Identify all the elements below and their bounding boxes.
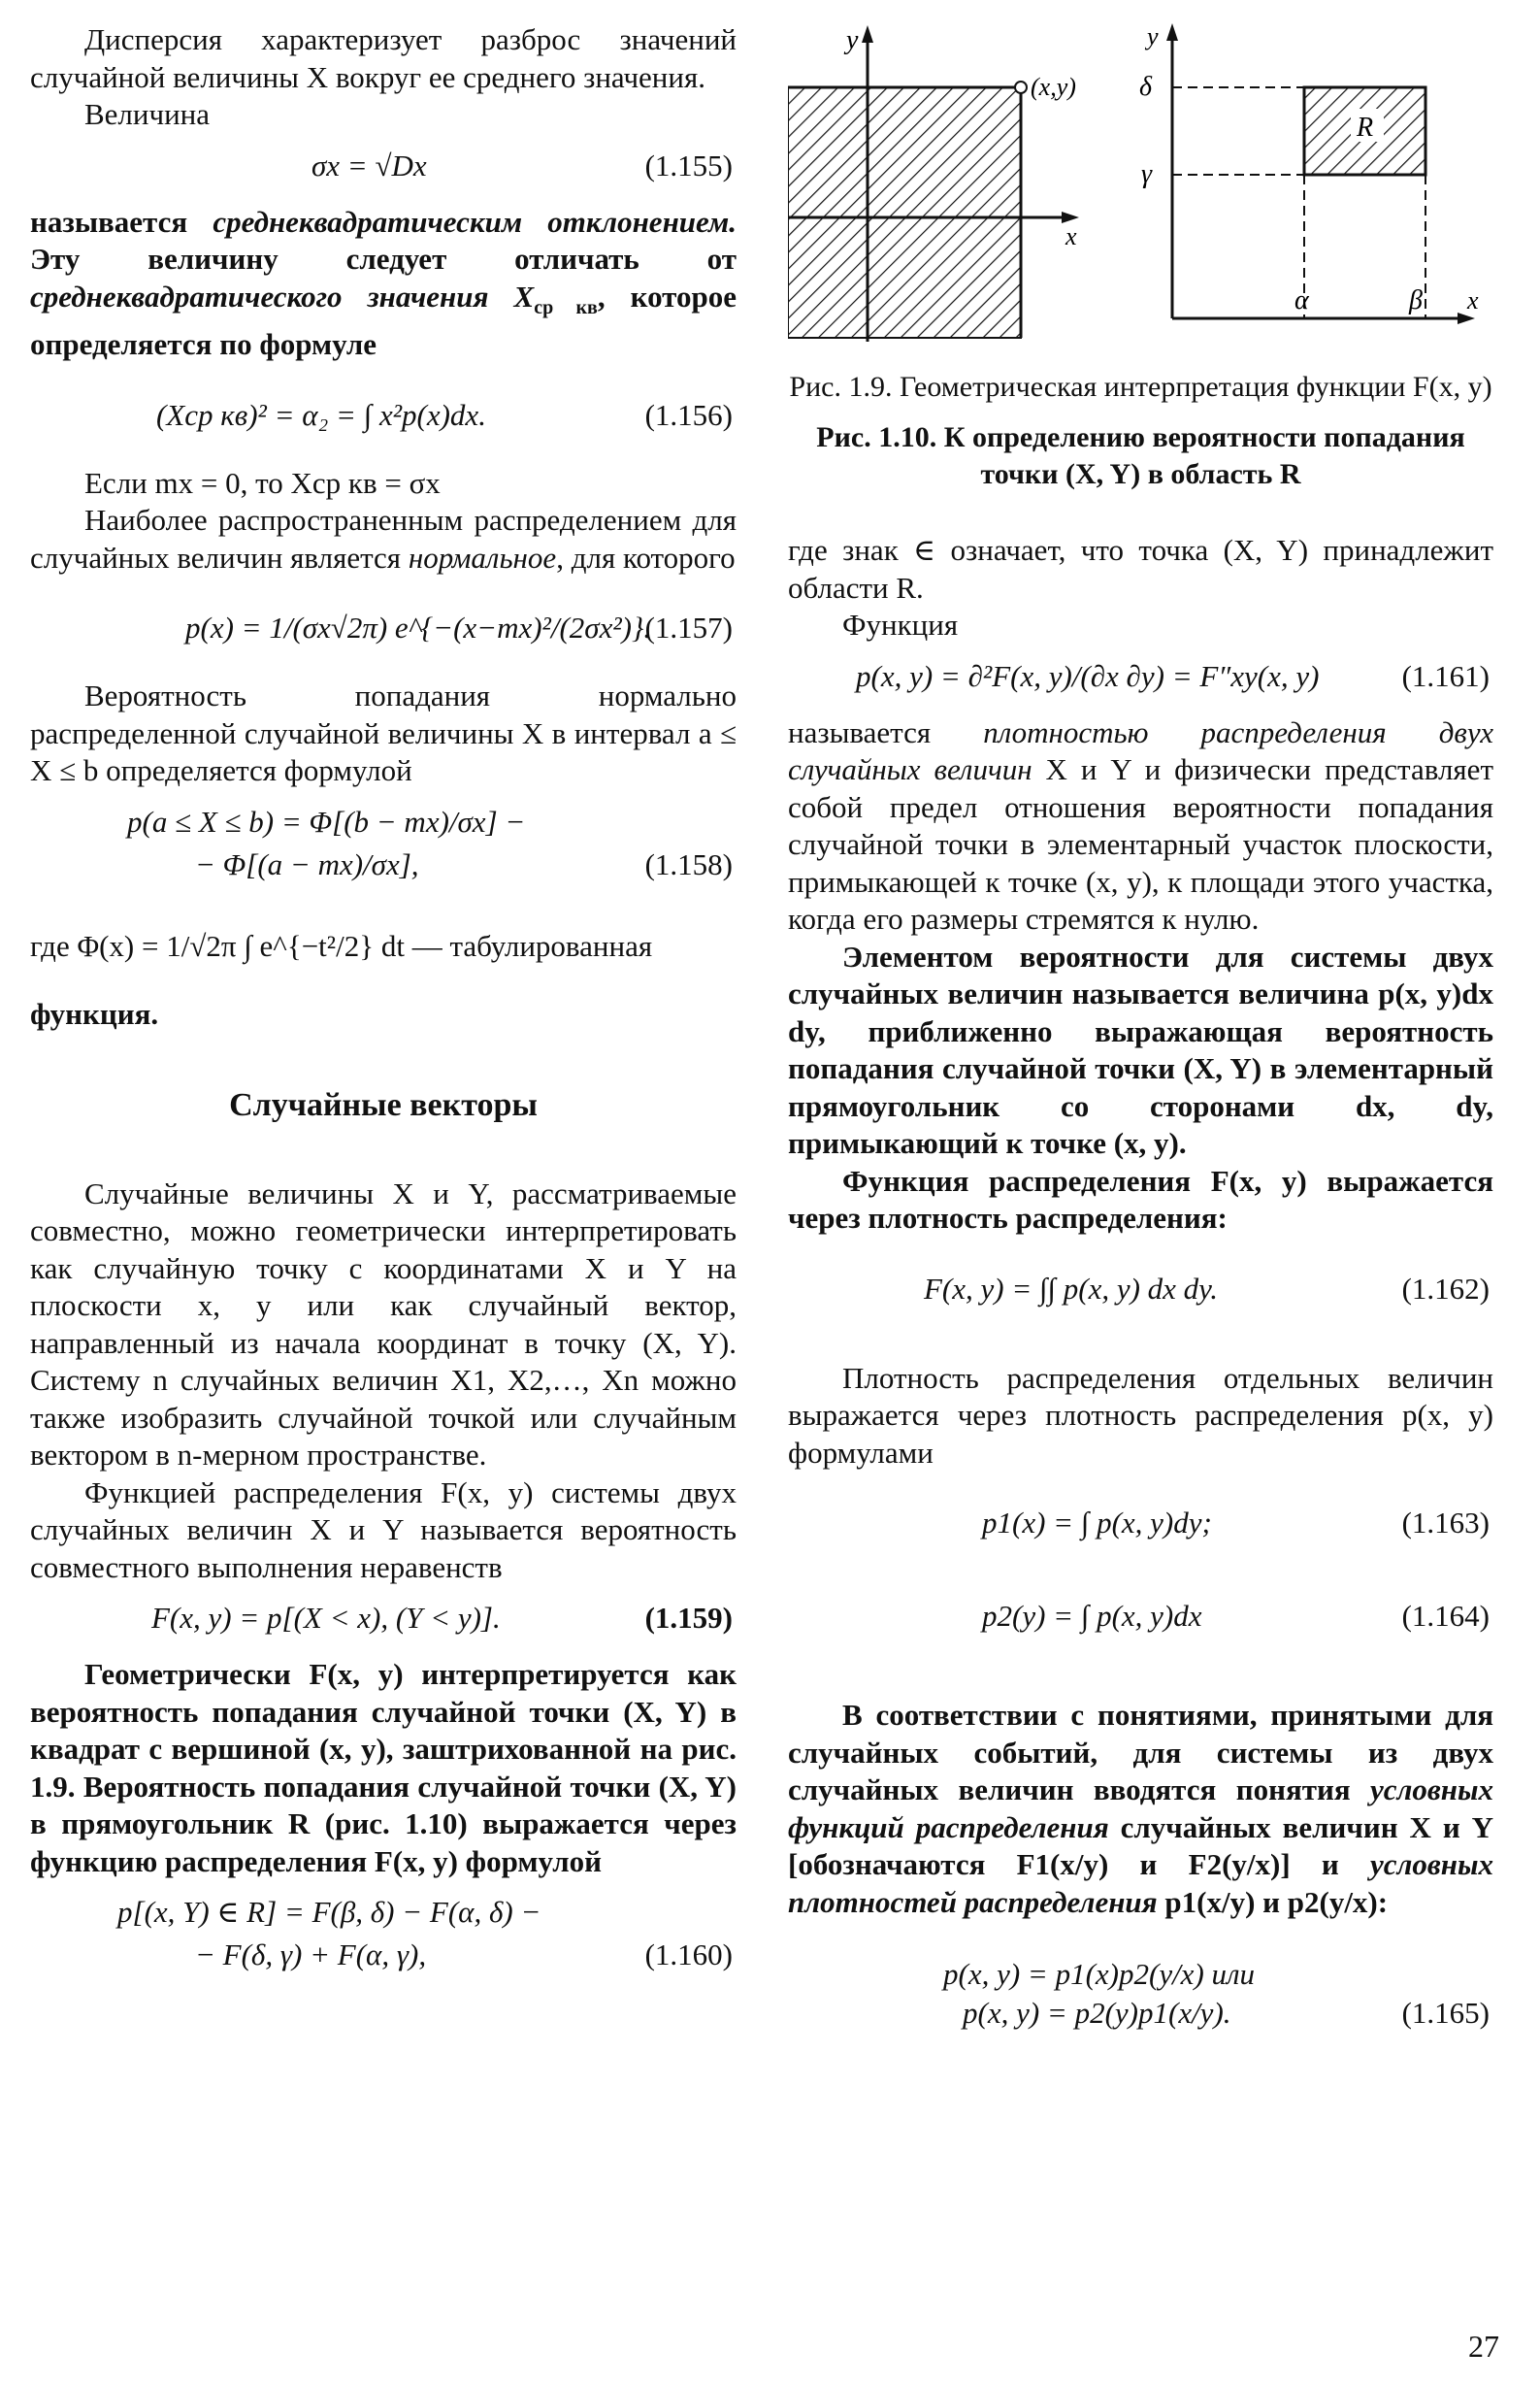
paragraph: где знак ∈ означает, что точка (X, Y) принадлежит области R. (788, 533, 1493, 605)
paragraph: функция. (30, 996, 159, 1031)
left-column (30, 21, 737, 1993)
formula: p(a ≤ X ≤ b) = Φ[(b − mx)/σx] − (127, 804, 526, 839)
equation-1-158 (30, 798, 737, 841)
equation-number: (1.160) (644, 1937, 733, 1972)
paragraph: Случайные величины X и Y, рассматриваемые совместно, можно геометрически интерпретировать как случайную точку с координатами X и Y на плоскости x, y или как случайный вектор, направленный из начала координат в точку (X, Y). Систему n случайных величин X1, X2,…, Xn можно также изобразить случайной точкой или случайным вектором в n-мерном пространстве. (30, 1175, 737, 1473)
paragraph: Плотность распределения отдельных величин выражается через плотность распределения p(x, y) формулами (788, 1360, 1493, 1470)
equation-1-160 (30, 1888, 737, 1931)
equation-number: (1.161) (1401, 658, 1490, 693)
equation-number: (1.163) (1401, 1506, 1490, 1540)
formula: p2(y) = ∫ p(x, y)dx (982, 1599, 1202, 1633)
equation-number: (1.159) (644, 1601, 733, 1636)
formula: p(x, y) = p1(x)p2(y/x) или (943, 1957, 1256, 1991)
paragraph: Элементом вероятности для системы двух случайных величин называется величина p(x, y)dx dy, приближенно выражающая вероятность попадания случайной точки (X, Y) в элементарный прямоугольник со сторонами dx, dy, примыкающий к точке (x, y). (788, 939, 1493, 1160)
equation-1-164 (788, 1573, 1493, 1658)
equation-number: (1.155) (644, 148, 733, 182)
equation-1-158-cont (30, 841, 737, 895)
equation-1-163 (788, 1479, 1493, 1565)
equation-1-160-cont (30, 1931, 737, 1985)
section-heading: Случайные векторы (229, 1087, 538, 1124)
paragraph: Дисперсия характеризует разброс значений случайной величины X вокруг ее среднего значения. (30, 22, 737, 94)
equation-phi (30, 903, 737, 988)
paragraph: Вероятность попадания нормально распределенной случайной величины X в интервал a ≤ X ≤ b определяется формулой (30, 679, 737, 788)
formula: F(x, y) = p[(X < x), (Y < y)]. (151, 1601, 501, 1636)
equation-1-159 (30, 1594, 737, 1648)
equation-number: (1.156) (644, 397, 733, 432)
equation-1-156 (30, 372, 737, 457)
paragraph: Если mx = 0, то Xср кв = σx (84, 465, 441, 500)
equation-number: (1.162) (1401, 1271, 1490, 1306)
equation-1-155 (30, 142, 737, 196)
paragraph: называется среднеквадратическим отклонением. Эту величину следует отличать от среднеквадратического значения $X_{ср кв}$, которое определяется по формуле (30, 204, 737, 362)
equation-1-162 (788, 1245, 1493, 1352)
equation-1-161 (788, 652, 1493, 707)
caption-fig-1-10: Рис. 1.10. К определению вероятности попадания точки (X, Y) в область R (816, 421, 1465, 490)
formula: σx = √Dx (311, 148, 427, 182)
paragraph: Наиболее распространенным распределением для случайных величин является нормальное, для которого (30, 503, 737, 575)
figures (788, 21, 1493, 342)
paragraph: Функция (842, 608, 959, 642)
formula: (Xср кв)² = α₂ = ∫ x²p(x)dx. (156, 397, 486, 432)
formula: p1(x) = ∫ p(x, y)dy; (982, 1506, 1212, 1540)
formula: p(x, y) = p2(y)p1(x/y). (963, 1996, 1231, 2030)
equation-1-165-cont (788, 1989, 1493, 2043)
axis-label-x: x (1467, 286, 1479, 315)
equation-1-157 (30, 584, 737, 670)
figure-1-9 (788, 25, 1079, 342)
formula: где Φ(x) = 1/√2π ∫ e^{−t²/2} dt — табулированная (30, 928, 653, 963)
beta-label: β (1409, 285, 1423, 315)
formula: p(x, y) = ∂²F(x, y)/(∂x ∂y) = F″xy(x, y) (856, 658, 1320, 693)
equation-number: (1.158) (644, 846, 733, 881)
equation-number: (1.164) (1401, 1599, 1490, 1633)
gamma-label: γ (1141, 159, 1153, 189)
region-label: R (1357, 113, 1374, 143)
axis-label-x: x (1065, 222, 1077, 250)
formula: p(x) = 1/(σx√2π) e^{−(x−mx)²/(2σx²)}. (185, 611, 652, 646)
axis-label-y: y (846, 25, 859, 55)
figure-1-10 (1139, 22, 1479, 324)
paragraph: Геометрически F(x, y) интерпретируется как вероятность попадания случайной точки (X, Y) в квадрат с вершиной (x, y), заштрихованной на рис. 1.9. Вероятность попадания случайной точки (X, Y) в прямоугольник R (рис. 1.10) выражается через функцию распределения F(x, y) формулой (30, 1657, 737, 1878)
formula: − F(δ, γ) + F(α, γ), (195, 1937, 427, 1972)
equation-number: (1.165) (1401, 1996, 1490, 2030)
right-column (788, 21, 1493, 2051)
paragraph: Величина (84, 97, 211, 131)
formula: − Φ[(a − mx)/σx], (195, 846, 419, 881)
paragraph: Функцией распределения F(x, y) системы двух случайных величин X и Y называется вероятность совместного выполнения неравенств (30, 1474, 737, 1584)
page-number: 27 (1468, 2329, 1499, 2364)
alpha-label: α (1294, 285, 1309, 315)
figure-1-9-and-1-10 (788, 21, 1493, 342)
paragraph: Функция распределения F(x, y) выражается через плотность распределения: (788, 1163, 1493, 1235)
point-label: (x,y) (1031, 73, 1076, 101)
equation-1-165 (788, 1950, 1493, 1989)
formula: p[(x, Y) ∈ R] = F(β, δ) − F(α, δ) − (117, 1895, 541, 1930)
point-marker (1015, 82, 1027, 93)
equation-number: (1.157) (644, 611, 733, 646)
axis-label-y: y (1147, 22, 1159, 50)
caption-fig-1-9: Рис. 1.9. Геометрическая интерпретация функции F(x, y) (789, 371, 1492, 403)
paragraph: называется плотностью распределения двух случайных величин X и Y и физически представляет собой предел отношения вероятности попадания случайной точки в элементарный участок плоскости, примыкающей к точке (x, y), к площади этого участка, когда его размеры стремятся к нулю. (788, 714, 1493, 936)
paragraph: В соответствии с понятиями, принятыми для случайных событий, для системы из двух случайных величин вводятся понятия условных функций распределения случайных величин X и Y [обозначаются F1(x/y) и F2(y/x)] и условных плотностей распределения p1(x/y) и p2(y/x): (788, 1698, 1494, 1919)
delta-label: δ (1139, 72, 1153, 102)
formula: F(x, y) = ∫∫ p(x, y) dx dy. (924, 1271, 1218, 1306)
